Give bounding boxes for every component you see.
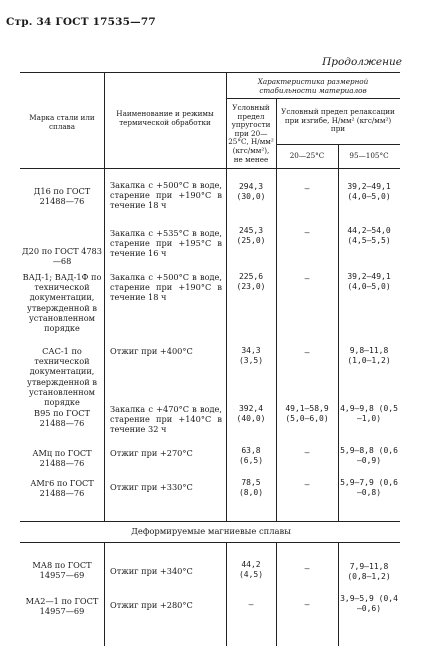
col-divider-2 xyxy=(226,72,227,521)
row-8-elastic: 44,2 (4,5) xyxy=(238,560,264,580)
section-title: Деформируемые магниевые сплавы xyxy=(131,526,291,536)
row-4-elastic: 34,3 (3,5) xyxy=(238,346,264,366)
row-9-treatment: Отжиг при +280°С xyxy=(110,600,193,610)
row-3-grade: ВАД-1; ВАД-1Ф по технической документации, утвержденной в установленном порядке xyxy=(22,272,102,334)
row-3-treatment: Закалка с +500°С в воде, старение при +190°С в течение 18 ч xyxy=(110,272,222,303)
row-9-relax-100: 3,9—5,9 (0,4—0,6) xyxy=(340,594,398,614)
header-elastic: Условный предел упругости при 20—25°С, Н/мм² (кгс/мм²), не менее xyxy=(228,103,274,164)
row-8-relax-100: 7,9—11,8 (0,8—1,2) xyxy=(347,562,391,582)
row-1-treatment: Закалка с +500°С в воде, старение при +190°С в течение 18 ч xyxy=(110,180,222,211)
section-top-border xyxy=(20,521,400,522)
row-2-relax-100: 44,2—54,0 (4,5—5,5) xyxy=(347,226,391,246)
row-5-grade: В95 по ГОСТ 21488—76 xyxy=(34,408,90,429)
col-divider-4 xyxy=(338,144,339,521)
row-3-relax-20: — xyxy=(304,274,310,283)
row-2-treatment: Закалка с +535°С в воде, старение при +195°С в течение 16 ч xyxy=(110,228,222,259)
row-4-grade: САС-1 по технической документации, утвержденной в установленном порядке xyxy=(27,346,97,408)
row-6-relax-100: 5,9—8,8 (0,6—0,9) xyxy=(340,446,398,466)
row-3-elastic: 225,6 (23,0) xyxy=(236,272,266,292)
col-divider-1-b xyxy=(104,542,105,646)
header-grade: Марка стали или сплава xyxy=(29,113,95,131)
row-5-treatment: Закалка с +470°С в воде, старение при +140°С в течение 32 ч xyxy=(110,404,222,435)
row-9-relax-20: — xyxy=(304,600,310,609)
col-divider-4-b xyxy=(338,542,339,646)
row-7-relax-20: — xyxy=(304,480,310,489)
table-top-border xyxy=(20,72,400,73)
header-treatment: Наименование и режимы термической обработки xyxy=(116,109,214,127)
row-9-grade: МА2—1 по ГОСТ 14957—69 xyxy=(25,596,99,617)
row-4-relax-100: 9,8—11,8 (1,0—1,2) xyxy=(347,346,391,366)
col-divider-2-b xyxy=(226,542,227,646)
row-9-elastic: — xyxy=(248,600,254,609)
row-2-relax-20: — xyxy=(304,228,310,237)
row-8-treatment: Отжиг при +340°С xyxy=(110,566,193,576)
row-7-elastic: 78,5 (8,0) xyxy=(238,478,264,498)
row-5-relax-20: 49,1—58,9 (5,0—6,0) xyxy=(285,404,329,424)
row-7-treatment: Отжиг при +330°С xyxy=(110,482,193,492)
header-relax: Условный предел релаксации при изгибе, Н/мм² (кгс/мм²) при xyxy=(281,107,395,134)
row-1-grade: Д16 по ГОСТ 21488—76 xyxy=(33,186,91,207)
row-4-relax-20: — xyxy=(304,348,310,357)
row-5-relax-100: 4,9—9,8 (0,5—1,0) xyxy=(340,404,398,424)
col-divider-3-b xyxy=(276,542,277,646)
page-header: Стр. 34 ГОСТ 17535—77 xyxy=(6,16,156,28)
header-stability: Характеристика размерной стабильности материалов xyxy=(257,77,369,95)
header-temp-100: 95—105°С xyxy=(349,151,389,160)
header-temp-20: 20—25°С xyxy=(289,151,325,160)
row-1-relax-20: — xyxy=(304,184,310,193)
row-8-grade: МА8 по ГОСТ 14957—69 xyxy=(32,560,92,581)
row-1-elastic: 294,3 (30,0) xyxy=(236,182,266,202)
row-2-grade: Д20 по ГОСТ 4783—68 xyxy=(22,246,102,267)
row-7-relax-100: 5,9—7,9 (0,6—0,8) xyxy=(340,478,398,498)
col-divider-1 xyxy=(104,72,105,521)
row-6-relax-20: — xyxy=(304,448,310,457)
continued-label: Продолжение xyxy=(322,56,402,68)
row-5-elastic: 392,4 (40,0) xyxy=(236,404,266,424)
row-6-grade: АМц по ГОСТ 21488—76 xyxy=(32,448,92,469)
row-3-relax-100: 39,2—49,1 (4,0—5,0) xyxy=(347,272,391,292)
stability-header-divider xyxy=(226,98,400,99)
col-divider-3 xyxy=(276,98,277,521)
header-bottom-border xyxy=(20,168,400,169)
row-6-elastic: 63,8 (6,5) xyxy=(238,446,264,466)
row-8-relax-20: — xyxy=(304,564,310,573)
row-7-grade: АМг6 по ГОСТ 21488—76 xyxy=(30,478,94,499)
row-6-treatment: Отжиг при +270°С xyxy=(110,448,193,458)
row-2-elastic: 245,3 (25,0) xyxy=(236,226,266,246)
section-bottom-border xyxy=(20,542,400,543)
row-1-relax-100: 39,2—49,1 (4,0—5,0) xyxy=(347,182,391,202)
row-4-treatment: Отжиг при +400°С xyxy=(110,346,193,356)
